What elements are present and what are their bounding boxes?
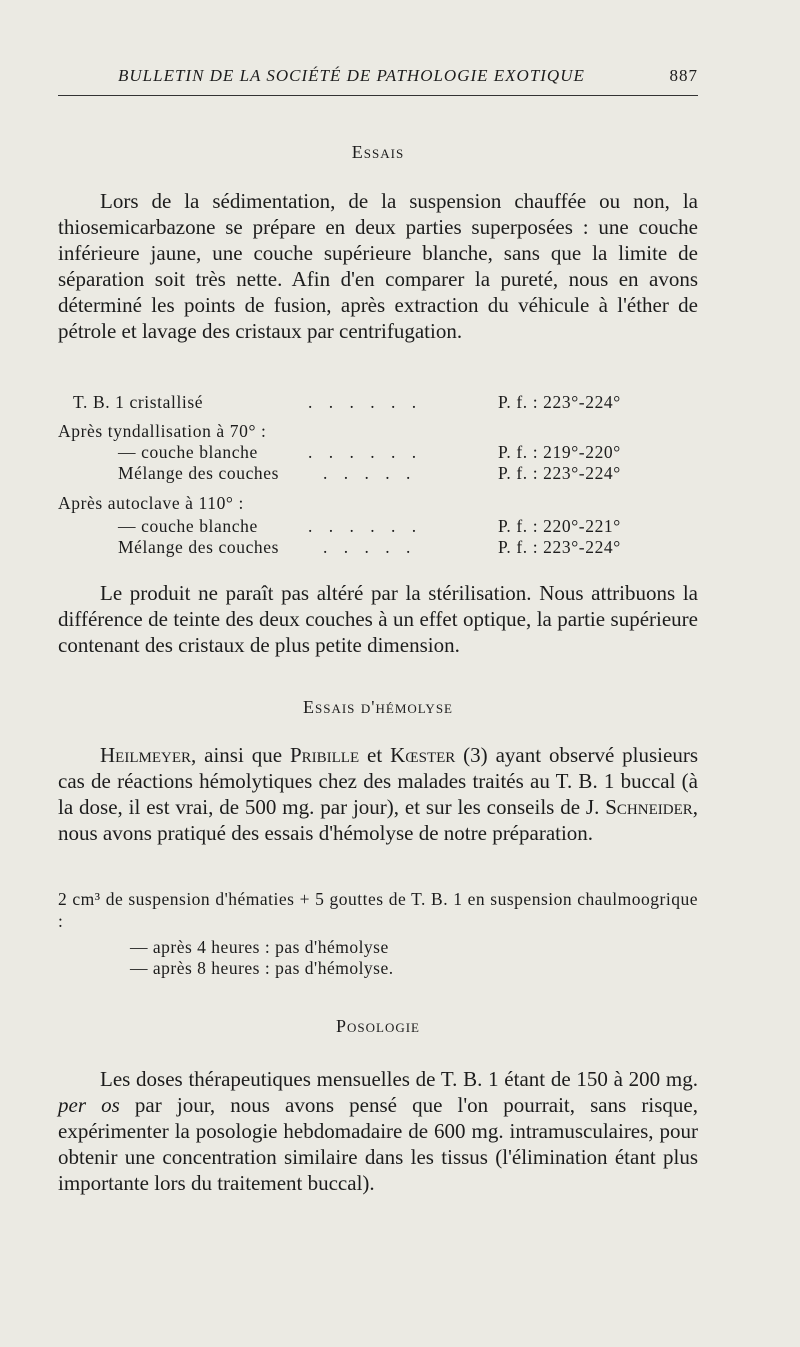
table-row-value: P. f. : 223°-224° bbox=[498, 392, 621, 412]
heading-posologie: Posologie bbox=[335, 1016, 420, 1036]
table-row bbox=[58, 516, 718, 538]
paragraph-hemolyse-text: , nous avons pratiqué des essais d'hémolyse de notre préparation. bbox=[58, 795, 698, 845]
table-row bbox=[58, 392, 718, 414]
table-group-title bbox=[58, 493, 718, 515]
paragraph-posologie bbox=[58, 1066, 698, 1196]
paragraph-hemolyse-text: (3) ayant observé plusieurs cas de réactions hémolytiques chez des malades traités au T. B. 1 buccal (à la dose, il est vrai, de 500 mg. par jour), et sur les conseils de J. bbox=[58, 743, 698, 819]
hemolysis-result: — après 4 heures : pas d'hémolyse bbox=[130, 937, 389, 957]
table-row-value: P. f. : 220°-221° bbox=[498, 516, 621, 536]
leader-dots: . . . . . . bbox=[308, 516, 423, 536]
header-rule bbox=[58, 95, 698, 96]
table-row-value: P. f. : 223°-224° bbox=[498, 463, 621, 483]
hemolysis-result: — après 8 heures : pas d'hémolyse. bbox=[130, 958, 394, 978]
table-group-title bbox=[58, 421, 718, 443]
paragraph-posologie-text: Les doses thérapeutiques mensuelles de T. B. 1 étant de 150 à 200 mg. bbox=[100, 1067, 698, 1091]
leader-dots: . . . . . . bbox=[308, 442, 423, 462]
author-schneider: Schneider bbox=[605, 795, 693, 819]
paragraph-essais bbox=[58, 188, 698, 344]
table-row-label: — couche blanche bbox=[118, 516, 258, 536]
paragraph-hemolyse-text: , ainsi que bbox=[191, 743, 290, 767]
author-koester: Kœster bbox=[390, 743, 456, 767]
paragraph-hemolyse-text: et bbox=[359, 743, 391, 767]
heading-essais: Essais bbox=[351, 142, 405, 162]
leader-dots: . . . . . bbox=[323, 537, 417, 557]
table-row-label: Mélange des couches bbox=[118, 537, 280, 557]
paragraph-posologie-text: par jour, nous avons pensé que l'on pourrait, sans risque, expérimenter la posologie hebdomadaire de 600 mg. intramusculaires, pour obtenir une concentration similaire dans les tissus (l'élimination étant plus importante lors du traitement buccal). bbox=[58, 1093, 698, 1195]
table-row bbox=[58, 442, 718, 464]
table-group-title-text: Après autoclave à 110° : bbox=[58, 493, 244, 513]
table-row-label: T. B. 1 cristallisé bbox=[73, 392, 204, 412]
running-title: BULLETIN DE LA SOCIÉTÉ DE PATHOLOGIE EXOTIQUE bbox=[118, 66, 585, 85]
table-row-value: P. f. : 223°-224° bbox=[498, 537, 621, 557]
running-head bbox=[58, 66, 698, 90]
page-number: 887 bbox=[669, 66, 698, 85]
paragraph-conclusion bbox=[58, 580, 698, 658]
leader-dots: . . . . . bbox=[323, 463, 417, 483]
table-row-label: — couche blanche bbox=[118, 442, 258, 462]
author-heilmeyer: Heilmeyer bbox=[100, 743, 191, 767]
table-group-title-text: Après tyndallisation à 70° : bbox=[58, 421, 267, 441]
table-row bbox=[58, 463, 718, 485]
per-os-term: per os bbox=[58, 1093, 120, 1117]
table-row bbox=[58, 537, 718, 559]
table-row-value: P. f. : 219°-220° bbox=[498, 442, 621, 462]
paragraph-conclusion-text: Le produit ne paraît pas altéré par la stérilisation. Nous attribuons la différence de teinte des deux couches à un effet optique, la partie supérieure contenant des cristaux de plus petite dimension. bbox=[58, 581, 698, 657]
hemolysis-protocol bbox=[58, 888, 698, 932]
author-pribille: Pribille bbox=[289, 743, 360, 767]
table-row-label: Mélange des couches bbox=[118, 463, 280, 483]
paragraph-essais-text: Lors de la sédimentation, de la suspension chauffée ou non, la thiosemicarbazone se prépare en deux parties superposées : une couche inférieure jaune, une couche supérieure blanche, sans que la limite de séparation soit très nette. Afin d'en comparer la pureté, nous en avons déterminé les points de fusion, après extraction du véhicule à l'éther de pétrole et lavage des cristaux par centrifugation. bbox=[58, 189, 698, 343]
paragraph-hemolyse bbox=[58, 742, 698, 846]
heading-essais-hemolyse: Essais d'hémolyse bbox=[302, 697, 453, 717]
leader-dots: . . . . . . bbox=[308, 392, 423, 412]
hemolysis-protocol-text: 2 cm³ de suspension d'hématies + 5 gouttes de T. B. 1 en suspension chaulmoogrique : bbox=[58, 889, 698, 931]
